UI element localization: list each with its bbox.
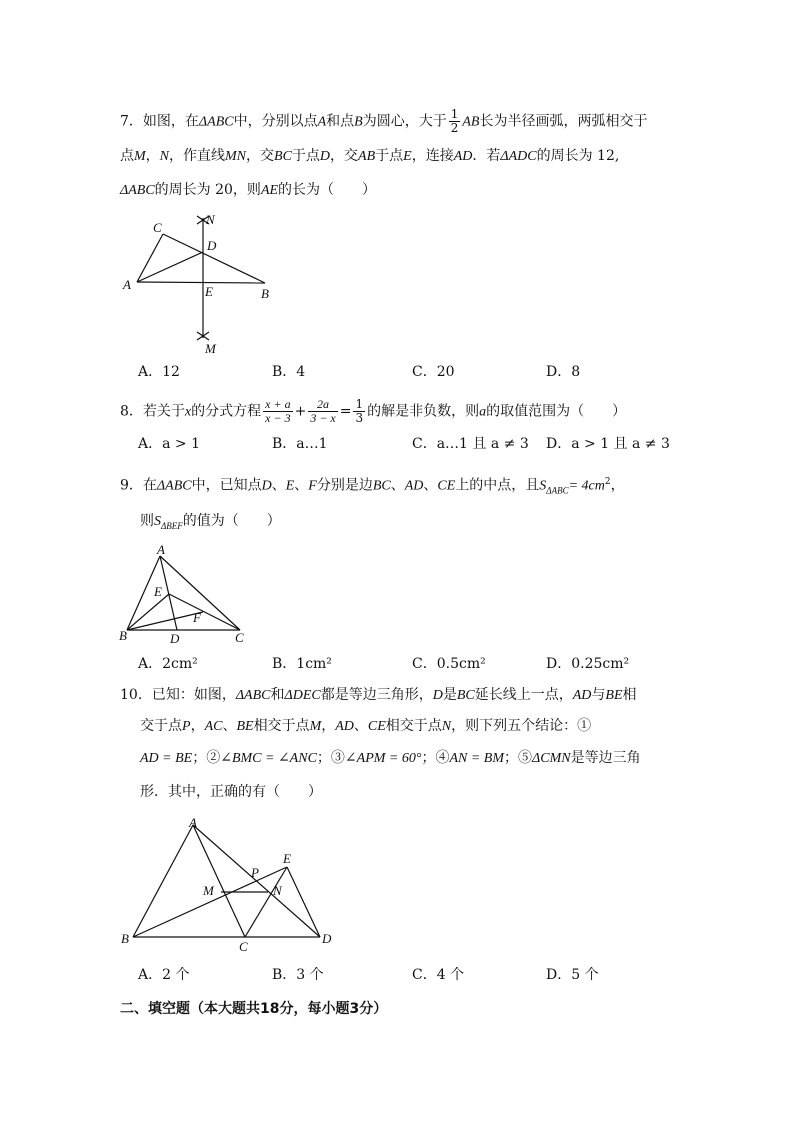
frac-den: 2 [450,121,459,135]
math: BC [456,688,475,703]
q9-option-a[interactable]: A．2cm² [138,656,198,672]
text: ， [610,477,625,494]
q9-line1 [120,472,625,500]
fraction-3 [353,398,365,425]
fraction-1 [263,398,292,425]
frac-num: x + a [265,397,291,411]
label-F: F [193,610,201,625]
text: 交于点 [140,718,182,734]
text: ；④ [421,750,450,766]
math: BC [274,149,292,164]
text: ，连接 [411,148,454,164]
q10-option-c[interactable]: C．4 个 [412,967,465,983]
math: AD [335,719,354,734]
math-sub: ΔABC [546,485,569,496]
q10-line3 [140,748,641,769]
text: ， [321,718,336,734]
text: 上的中点，且 [455,477,540,494]
math: CE [437,478,456,494]
text: ，则下列五个结论：① [451,718,592,734]
text: 形．其中，正确的有（ ） [140,784,322,800]
section-heading-fill-in: 二、填空题（本大题共18分，每小题3分） [120,1001,388,1017]
text: 长为半径画弧，两弧相交于 [479,113,648,130]
math: BE [236,719,254,734]
q10-line2 [140,716,591,737]
math: = 4cm [568,478,605,494]
math: S [154,514,161,529]
q9-option-b[interactable]: B．1cm² [272,656,332,672]
frac-den: x − 3 [265,411,291,425]
frac-den: 3 [355,411,364,425]
q10-figure [115,815,340,955]
math: M [309,719,322,734]
math: AC [204,719,223,734]
text: 点 [120,148,134,164]
label-C: C [153,220,162,235]
text: 为圆心，大于 [362,113,447,130]
text: 、 [271,477,286,494]
text: 如图，在 [142,113,199,130]
math: CE [367,719,386,734]
math: AD [453,149,473,164]
q8-option-c[interactable]: C．a…1 且 a ≠ 3 [412,436,529,452]
q10-option-b[interactable]: B．3 个 [272,967,324,983]
label-D: D [207,238,217,253]
q7-line3 [120,180,376,201]
text: 在 [142,477,157,494]
q7-line2 [120,146,619,167]
math: P [182,719,191,734]
text: 的分式方程 [191,403,262,420]
text: + [294,403,307,420]
math: M [134,149,146,164]
label-E: E [283,851,291,866]
text: 是 [442,687,457,703]
label-B: B [261,286,269,301]
text: = [339,403,352,420]
text: 、 [222,718,237,734]
math: ΔADC [500,149,537,164]
text: 则 [140,513,154,529]
q7-option-c[interactable]: C．20 [412,364,455,380]
q10-option-d[interactable]: D．5 个 [546,967,599,983]
q7-number: 7． [120,113,143,130]
text: ，交 [246,148,275,164]
q8-line1 [120,398,626,425]
text: 中，已知点 [191,477,262,494]
math: S [539,478,547,494]
q7-figure [115,210,285,360]
math: ΔDEC [284,688,321,703]
math: ΔABC [198,114,234,130]
text: 、 [390,477,405,494]
math: AD [404,478,424,494]
q7-option-b[interactable]: B．4 [272,364,306,380]
math: AN = BM [449,751,505,766]
text: 和 [270,687,285,703]
text: 、 [423,477,438,494]
frac-num: 1 [450,107,459,121]
label-A: A [157,542,165,557]
frac-num: 1 [355,397,364,411]
text: 于点 [291,148,320,164]
text: 相交于点 [253,718,310,734]
label-M: M [203,883,214,898]
math: MN [225,149,247,164]
text: ， [190,718,205,734]
q10-line1 [120,685,637,706]
label-D: D [170,631,180,646]
math: D [261,478,272,494]
math: ΔABC [235,688,271,703]
text: ， [145,148,160,164]
label-C: C [239,939,248,954]
label-B: B [121,931,129,946]
frac-den: 3 − x [310,411,336,425]
q7-line1 [120,108,647,135]
q10-option-a[interactable]: A．2 个 [138,967,190,983]
fraction-half [449,108,461,135]
q8-option-a[interactable]: A．a > 1 [138,436,200,452]
math: AD = BE [140,751,193,766]
math: AB [358,149,376,164]
label-A: A [189,815,197,830]
text: 已知：如图， [151,687,236,703]
text: 的取值范围为（ ） [486,403,627,420]
text: 与 [591,687,606,703]
text: 的值为（ ） [182,513,281,529]
q10-number: 10． [120,687,152,703]
math: B [354,114,363,130]
math: ΔABC [120,183,155,198]
math: BC [372,478,391,494]
text: 、 [353,718,368,734]
text: 都是等边三角形， [320,687,433,703]
math-sup: 2 [604,477,611,487]
text: 的解是非负数，则 [367,403,480,420]
math: D [432,688,443,703]
label-M: M [205,341,216,356]
q7-option-d[interactable]: D．8 [546,364,581,380]
label-N: N [206,212,215,227]
q8-option-d[interactable]: D．a > 1 且 a ≠ 3 [546,436,670,452]
math: E [403,149,412,164]
text: ，作直线 [169,148,226,164]
q7-option-a[interactable]: A．12 [138,364,180,380]
text: ．若 [472,148,501,164]
math: ∠APM = 60° [344,751,422,766]
q9-option-c[interactable]: C．0.5cm² [412,656,486,672]
text: 若关于 [142,403,185,420]
math: AD [572,688,592,703]
text: 是等边三角 [570,750,641,766]
label-E: E [205,284,213,299]
math: E [285,478,295,494]
text: 延长线上一点， [474,687,573,703]
math: ΔCMN [532,751,571,766]
text: ；② [192,750,221,766]
text: 中，分别以点 [233,113,318,130]
label-B: B [119,628,127,643]
text: 相交于点 [385,718,442,734]
label-E: E [154,584,162,599]
text: 和点 [326,113,355,130]
text: ；⑤ [504,750,533,766]
text: 于点 [375,148,404,164]
q10-line4 [140,782,322,802]
math: AE [260,183,279,198]
label-D: D [322,931,332,946]
text: 分别是边 [316,477,373,494]
frac-num: 2a [308,398,337,412]
label-P: P [251,865,259,880]
label-A: A [123,277,131,292]
math: AB [462,114,480,130]
fraction-2 [308,398,337,425]
q9-figure [115,542,255,647]
text: 的周长为 12, [536,148,620,164]
label-C: C [235,630,244,645]
text: ，交 [330,148,359,164]
math: ΔABC [156,478,192,494]
math: x [184,404,192,420]
math: N [159,149,170,164]
math: N [441,719,452,734]
text: 的长为（ ） [278,182,377,198]
text: ；③ [316,750,345,766]
math: ∠BMC = ∠ANC [220,751,317,766]
q9-number: 9． [120,477,143,494]
q8-number: 8． [120,403,143,420]
math: a [479,404,487,420]
math: BE [605,688,623,703]
text: 的周长为 20，则 [154,182,261,198]
q9-line2 [140,511,281,536]
math-sub: ΔBEF [161,520,183,531]
math: A [317,114,327,130]
q9-option-d[interactable]: D．0.25cm² [546,656,630,672]
math: F [308,478,317,494]
math: D [319,149,331,164]
q8-option-b[interactable]: B．a…1 [272,436,328,452]
text: 相 [622,687,637,703]
text: 、 [294,477,309,494]
label-N: N [273,883,282,898]
